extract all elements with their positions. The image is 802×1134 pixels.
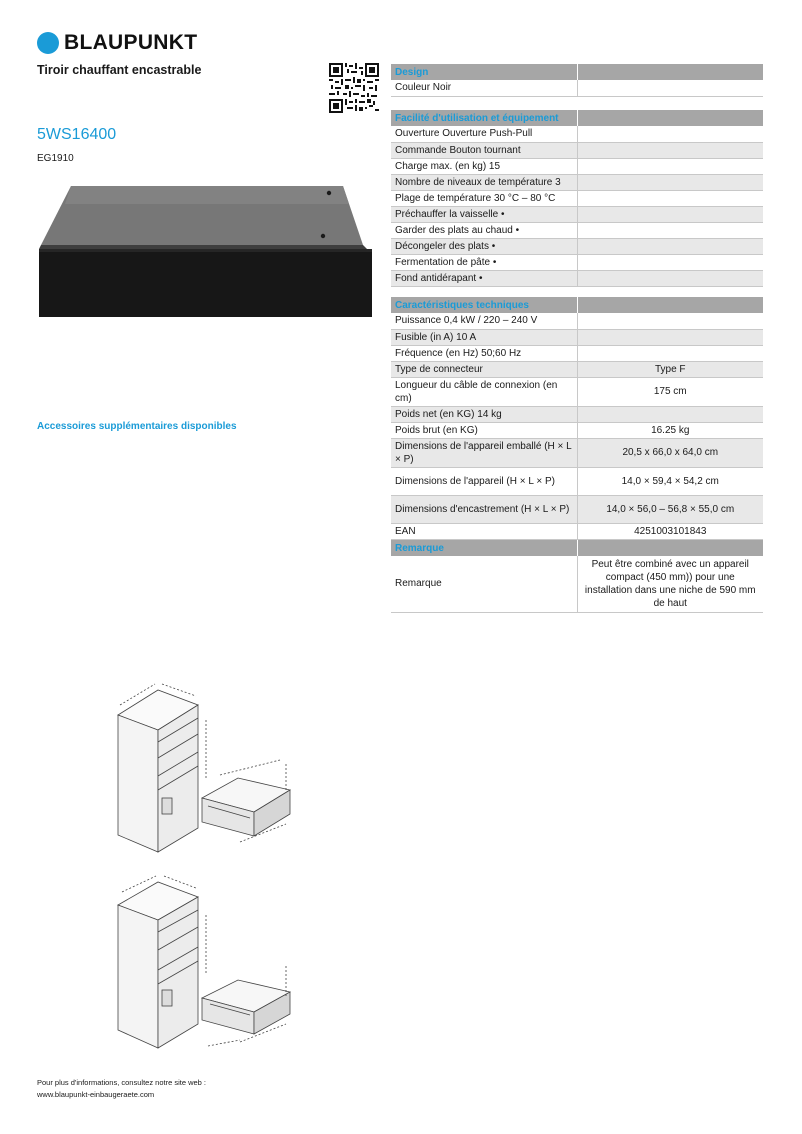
spec-row <box>391 523 763 539</box>
spec-value: 20,5 x 66,0 x 64,0 cm <box>577 438 763 467</box>
model-number: 5WS16400 <box>37 126 117 143</box>
spec-label: Charge max. (en kg) 15 <box>391 158 577 174</box>
spec-label: Type de connecteur <box>391 361 577 377</box>
spec-row <box>391 174 763 190</box>
spec-row <box>391 126 763 142</box>
spec-value <box>577 206 763 222</box>
spec-row <box>391 422 763 438</box>
spec-row <box>391 406 763 422</box>
spec-label: Plage de température 30 °C – 80 °C <box>391 190 577 206</box>
spec-label: Commande Bouton tournant <box>391 142 577 158</box>
spec-row <box>391 329 763 345</box>
technical-table <box>391 297 763 540</box>
spec-value: 175 cm <box>577 377 763 406</box>
section-header-label: Caractéristiques techniques <box>391 297 577 313</box>
spec-value <box>577 126 763 142</box>
spec-value <box>577 174 763 190</box>
spec-label: Poids brut (en KG) <box>391 422 577 438</box>
brand-logo <box>37 31 197 55</box>
spec-value <box>577 190 763 206</box>
spec-label: Dimensions d'encastrement (H × L × P) <box>391 495 577 523</box>
section-header <box>391 297 763 313</box>
spec-value: 14,0 × 59,4 × 54,2 cm <box>577 467 763 495</box>
accessories-heading: Accessoires supplémentaires disponibles <box>37 421 237 432</box>
variant-code: EG1910 <box>37 153 74 164</box>
spec-row <box>391 158 763 174</box>
spec-row <box>391 361 763 377</box>
section-header-label: Remarque <box>391 540 577 556</box>
spec-row <box>391 313 763 329</box>
spec-label: Ouverture Ouverture Push-Pull <box>391 126 577 142</box>
section-header-blank <box>577 297 763 313</box>
spec-value: 14,0 × 56,0 – 56,8 × 55,0 cm <box>577 495 763 523</box>
spec-label: Fermentation de pâte • <box>391 254 577 270</box>
spec-value <box>577 142 763 158</box>
spec-label: Fond antidérapant • <box>391 270 577 286</box>
spec-label: EAN <box>391 523 577 539</box>
spec-value <box>577 313 763 329</box>
footer-info-text: Pour plus d'informations, consultez notre site web : <box>37 1078 207 1087</box>
spec-value <box>577 238 763 254</box>
spec-label: Fusible (in A) 10 A <box>391 329 577 345</box>
spec-label: Poids net (en KG) 14 kg <box>391 406 577 422</box>
spec-row <box>391 222 763 238</box>
spec-label: Dimensions de l'appareil emballé (H × L × P) <box>391 438 577 467</box>
spec-row <box>391 270 763 286</box>
spec-row <box>391 556 763 612</box>
spec-row <box>391 467 763 495</box>
spec-value: Type F <box>577 361 763 377</box>
logo-dot-icon <box>37 32 59 54</box>
spec-label: Puissance 0,4 kW / 220 – 240 V <box>391 313 577 329</box>
spec-row <box>391 142 763 158</box>
design-section <box>391 64 763 96</box>
section-header-label: Facilité d'utilisation et équipement <box>391 110 577 126</box>
spec-row <box>391 495 763 523</box>
section-header <box>391 110 763 126</box>
spec-value <box>577 270 763 286</box>
spec-label: Remarque <box>391 556 577 612</box>
spec-value: Peut être combiné avec un appareil compact (450 mm)) pour une installation dans une niche de 590 mm de haut <box>577 556 763 612</box>
technical-section <box>391 297 763 539</box>
spec-value <box>577 254 763 270</box>
section-header-blank <box>577 64 763 80</box>
footer <box>37 1077 206 1101</box>
spec-label: Nombre de niveaux de température 3 <box>391 174 577 190</box>
footer-website-link[interactable]: www.blaupunkt-einbaugeraete.com <box>37 1090 155 1099</box>
spec-value <box>577 329 763 345</box>
logo-text: BLAUPUNKT <box>64 31 198 54</box>
product-image <box>37 180 375 318</box>
spec-value <box>577 222 763 238</box>
installation-diagram-bottom <box>110 870 300 1055</box>
features-table <box>391 110 763 287</box>
spec-value <box>577 80 763 96</box>
spec-row <box>391 190 763 206</box>
spec-value <box>577 406 763 422</box>
section-header-label: Design <box>391 64 577 80</box>
spec-label: Garder des plats au chaud • <box>391 222 577 238</box>
spec-label: Longueur du câble de connexion (en cm) <box>391 377 577 406</box>
spec-label: Dimensions de l'appareil (H × L × P) <box>391 467 577 495</box>
spec-label: Préchauffer la vaisselle • <box>391 206 577 222</box>
spec-value <box>577 345 763 361</box>
spec-value <box>577 158 763 174</box>
design-table <box>391 64 763 97</box>
spec-row <box>391 80 763 96</box>
spec-row <box>391 438 763 467</box>
spec-value: 16.25 kg <box>577 422 763 438</box>
section-header <box>391 64 763 80</box>
spec-label: Couleur Noir <box>391 80 577 96</box>
spec-row <box>391 206 763 222</box>
section-header <box>391 540 763 556</box>
spec-value: 4251003101843 <box>577 523 763 539</box>
qr-code-icon <box>329 63 379 113</box>
spec-label: Décongeler des plats • <box>391 238 577 254</box>
remarks-section <box>391 540 763 612</box>
spec-row <box>391 377 763 406</box>
spec-row <box>391 254 763 270</box>
spec-label: Fréquence (en Hz) 50;60 Hz <box>391 345 577 361</box>
section-header-blank <box>577 110 763 126</box>
section-header-blank <box>577 540 763 556</box>
remarks-table <box>391 540 763 613</box>
spec-row <box>391 345 763 361</box>
installation-diagram-top <box>110 680 300 855</box>
spec-row <box>391 238 763 254</box>
product-title: Tiroir chauffant encastrable <box>37 63 202 77</box>
features-section <box>391 110 763 286</box>
